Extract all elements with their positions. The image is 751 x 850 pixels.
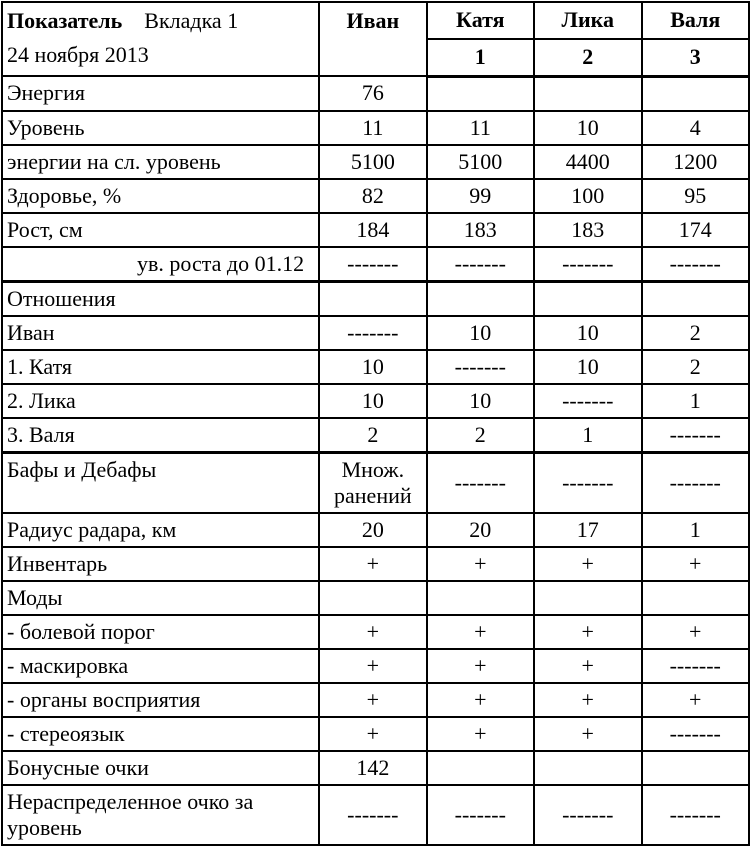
row-label: Энергия xyxy=(2,76,319,111)
cell-katya: + xyxy=(427,615,534,649)
row-label: Здоровье, % xyxy=(2,179,319,213)
row-label: - маскировка xyxy=(2,649,319,683)
cell-ivan: + xyxy=(319,615,426,649)
cell-lika: 1 xyxy=(534,418,641,453)
cell-ivan: 11 xyxy=(319,111,426,145)
col-header-katya: Катя xyxy=(427,2,534,39)
cell-lika: ------- xyxy=(534,452,641,513)
table-row xyxy=(2,145,749,179)
cell-katya xyxy=(427,581,534,615)
cell-lika: ------- xyxy=(534,384,641,418)
cell-lika xyxy=(534,581,641,615)
cell-ivan: + xyxy=(319,683,426,717)
cell-katya: 183 xyxy=(427,213,534,247)
cell-ivan: Множ. ранений xyxy=(319,452,426,513)
cell-valya: 1 xyxy=(642,384,750,418)
row-label: - болевой порог xyxy=(2,615,319,649)
table-row xyxy=(2,247,749,282)
cell-lika: + xyxy=(534,615,641,649)
cell-lika: 10 xyxy=(534,111,641,145)
row-label: Инвентарь xyxy=(2,547,319,581)
cell-katya: 2 xyxy=(427,418,534,453)
row-label: Моды xyxy=(2,581,319,615)
cell-valya xyxy=(642,76,750,111)
row-label: 2. Лика xyxy=(2,384,319,418)
cell-ivan: 142 xyxy=(319,751,426,785)
cell-valya: ------- xyxy=(642,649,750,683)
tab-label: Вкладка 1 xyxy=(144,8,239,33)
cell-lika: + xyxy=(534,649,641,683)
cell-valya xyxy=(642,751,750,785)
cell-lika: 100 xyxy=(534,179,641,213)
row-label: Рост, см xyxy=(2,213,319,247)
cell-katya: 11 xyxy=(427,111,534,145)
cell-katya: 99 xyxy=(427,179,534,213)
cell-ivan: ------- xyxy=(319,247,426,282)
cell-katya: + xyxy=(427,547,534,581)
stats-table xyxy=(1,1,750,846)
cell-valya: + xyxy=(642,615,750,649)
table-row xyxy=(2,649,749,683)
cell-ivan: 5100 xyxy=(319,145,426,179)
cell-lika xyxy=(534,76,641,111)
row-label: - стереоязык xyxy=(2,717,319,751)
cell-ivan xyxy=(319,281,426,316)
table-body xyxy=(2,76,749,845)
cell-lika: ------- xyxy=(534,247,641,282)
cell-ivan: + xyxy=(319,649,426,683)
cell-valya: 4 xyxy=(642,111,750,145)
cell-lika xyxy=(534,751,641,785)
cell-valya xyxy=(642,281,750,316)
cell-valya: ------- xyxy=(642,785,750,845)
row-label: Радиус радара, км xyxy=(2,513,319,547)
row-label: Нераспределенное очко за уровень xyxy=(2,785,319,845)
cell-lika: ------- xyxy=(534,785,641,845)
table-row xyxy=(2,316,749,350)
col-header-valya: Валя xyxy=(642,2,750,39)
cell-katya: 20 xyxy=(427,513,534,547)
cell-katya xyxy=(427,751,534,785)
table-row xyxy=(2,76,749,111)
table-row xyxy=(2,384,749,418)
cell-katya: + xyxy=(427,649,534,683)
row-label: - органы восприятия xyxy=(2,683,319,717)
table-row xyxy=(2,717,749,751)
cell-lika: 10 xyxy=(534,316,641,350)
cell-katya: ------- xyxy=(427,350,534,384)
cell-katya xyxy=(427,281,534,316)
cell-ivan: + xyxy=(319,547,426,581)
table-row xyxy=(2,615,749,649)
table-row xyxy=(2,350,749,384)
row-label: Бонусные очки xyxy=(2,751,319,785)
report-date: 24 ноября 2013 xyxy=(7,42,149,67)
cell-valya: 2 xyxy=(642,350,750,384)
cell-ivan xyxy=(319,581,426,615)
row-label: Иван xyxy=(2,316,319,350)
table-row xyxy=(2,418,749,453)
row-label: Бафы и Дебафы xyxy=(2,452,319,513)
cell-valya: 174 xyxy=(642,213,750,247)
cell-valya xyxy=(642,581,750,615)
cell-ivan: ------- xyxy=(319,316,426,350)
cell-katya: ------- xyxy=(427,785,534,845)
table-row xyxy=(2,547,749,581)
cell-valya: ------- xyxy=(642,717,750,751)
cell-katya: ------- xyxy=(427,247,534,282)
cell-katya: + xyxy=(427,683,534,717)
row-label: Уровень xyxy=(2,111,319,145)
row-label: 1. Катя xyxy=(2,350,319,384)
cell-ivan: 10 xyxy=(319,350,426,384)
table-row xyxy=(2,581,749,615)
cell-katya: 5100 xyxy=(427,145,534,179)
cell-lika: + xyxy=(534,717,641,751)
col-header-lika: Лика xyxy=(534,2,641,39)
cell-lika xyxy=(534,281,641,316)
col-number-lika: 2 xyxy=(534,39,641,76)
cell-valya: + xyxy=(642,547,750,581)
cell-ivan: + xyxy=(319,717,426,751)
cell-ivan: 82 xyxy=(319,179,426,213)
col-header-ivan: Иван xyxy=(319,2,426,76)
cell-valya: ------- xyxy=(642,452,750,513)
table-row xyxy=(2,213,749,247)
cell-katya: 10 xyxy=(427,384,534,418)
table-row xyxy=(2,751,749,785)
table-row xyxy=(2,281,749,316)
table-row xyxy=(2,513,749,547)
row-label: 3. Валя xyxy=(2,418,319,453)
table-row xyxy=(2,452,749,513)
cell-katya: ------- xyxy=(427,452,534,513)
cell-katya xyxy=(427,76,534,111)
cell-katya: + xyxy=(427,717,534,751)
table-row xyxy=(2,785,749,845)
cell-valya: ------- xyxy=(642,247,750,282)
cell-ivan: 20 xyxy=(319,513,426,547)
indicator-header: Показатель xyxy=(7,8,123,33)
cell-ivan: 2 xyxy=(319,418,426,453)
table-row xyxy=(2,683,749,717)
cell-valya: ------- xyxy=(642,418,750,453)
row-label: ув. роста до 01.12 xyxy=(2,247,319,282)
cell-lika: 183 xyxy=(534,213,641,247)
cell-lika: + xyxy=(534,547,641,581)
cell-valya: + xyxy=(642,683,750,717)
row-label: Отношения xyxy=(2,281,319,316)
cell-ivan: 76 xyxy=(319,76,426,111)
cell-lika: 4400 xyxy=(534,145,641,179)
table-row xyxy=(2,179,749,213)
table-row xyxy=(2,111,749,145)
cell-lika: + xyxy=(534,683,641,717)
cell-ivan: ------- xyxy=(319,785,426,845)
cell-valya: 1 xyxy=(642,513,750,547)
cell-ivan: 10 xyxy=(319,384,426,418)
cell-lika: 10 xyxy=(534,350,641,384)
col-number-katya: 1 xyxy=(427,39,534,76)
cell-valya: 2 xyxy=(642,316,750,350)
cell-lika: 17 xyxy=(534,513,641,547)
col-number-valya: 3 xyxy=(642,39,750,76)
cell-katya: 10 xyxy=(427,316,534,350)
cell-ivan: 184 xyxy=(319,213,426,247)
header-row-1 xyxy=(2,2,749,39)
title-cell xyxy=(2,2,319,76)
row-label: энергии на сл. уровень xyxy=(2,145,319,179)
cell-valya: 95 xyxy=(642,179,750,213)
cell-valya: 1200 xyxy=(642,145,750,179)
